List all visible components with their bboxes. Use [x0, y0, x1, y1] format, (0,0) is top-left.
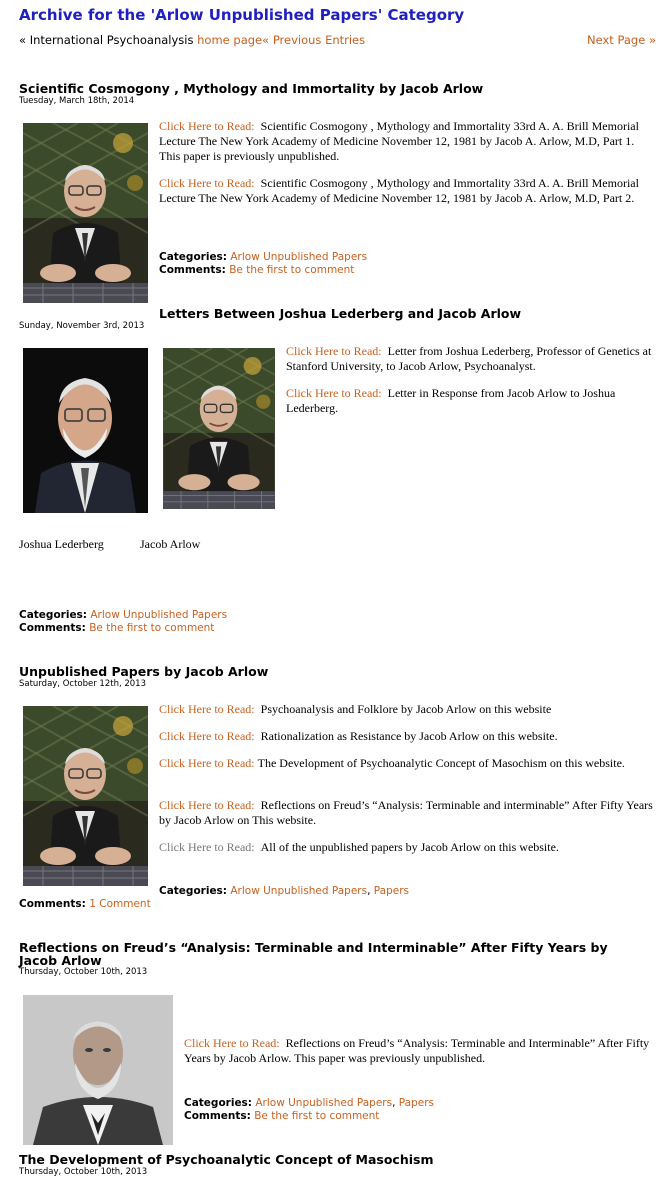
click-here-to-read-link[interactable]: Click Here to Read: — [159, 729, 255, 743]
comments-link[interactable]: Be the first to comment — [229, 264, 355, 276]
post-paragraph: Click Here to Read: Scientific Cosmogony , Mythology and Immortality 33rd A. A. Brill Memorial Lecture The New York Academy of Medicine November 12, 1981 by Jacob A. Arlow, M.D, Part 1. This paper is previously unpublished. — [159, 119, 639, 163]
category-link[interactable]: Papers — [373, 885, 409, 897]
click-here-to-read-link[interactable]: Click Here to Read: — [159, 702, 255, 716]
post-comments: Comments: Be the first to comment — [159, 264, 355, 276]
post-title[interactable]: Unpublished Papers by Jacob Arlow — [19, 664, 269, 679]
click-here-to-read-link[interactable]: Click Here to Read: — [159, 176, 255, 190]
post-date: Saturday, October 12th, 2013 — [19, 679, 146, 689]
breadcrumb — [19, 33, 365, 47]
photo-caption: Joshua Lederberg — [19, 537, 104, 551]
archive-title: Archive for the 'Arlow Unpublished Papers' Category — [19, 6, 465, 24]
photo-caption: Jacob Arlow — [140, 537, 201, 551]
post-paragraph: Click Here to Read: The Development of Psychoanalytic Concept of Masochism on this website. — [159, 756, 625, 770]
click-here-to-read-link[interactable]: Click Here to Read: — [286, 386, 382, 400]
post-comments: Comments: 1 Comment — [19, 898, 151, 910]
post-title[interactable]: Scientific Cosmogony , Mythology and Immortality by Jacob Arlow — [19, 81, 484, 96]
post-comments: Comments: Be the first to comment — [184, 1110, 380, 1122]
post-paragraph: Click Here to Read: Letter in Response from Jacob Arlow to Joshua Lederberg. — [286, 386, 616, 415]
category-link[interactable]: Arlow Unpublished Papers — [230, 885, 368, 897]
home-page-link[interactable]: home page — [197, 33, 263, 47]
post-categories: Categories: Arlow Unpublished Papers — [19, 609, 228, 621]
next-page-link[interactable]: Next Page » — [587, 33, 656, 47]
post-title[interactable]: Reflections on Freud’s “Analysis: Terminable and Interminable” After Fifty Years by Jacob Arlow — [19, 940, 608, 968]
click-here-to-read-link[interactable]: Click Here to Read: — [286, 344, 382, 358]
post-paragraph: Click Here to Read: Scientific Cosmogony , Mythology and Immortality 33rd A. A. Brill Memorial Lecture The New York Academy of Medicine November 12, 1981 by Jacob A. Arlow, M.D, Part 2. — [159, 176, 639, 205]
jacob-arlow-photo — [23, 123, 148, 303]
post-categories: Categories: Arlow Unpublished Papers, Papers — [159, 885, 409, 897]
post-comments: Comments: Be the first to comment — [19, 622, 215, 634]
post-date: Tuesday, March 18th, 2014 — [19, 96, 135, 106]
click-here-to-read-link[interactable]: Click Here to Read: — [159, 756, 255, 770]
post-paragraph: Click Here to Read: Reflections on Freud’s “Analysis: Terminable and Interminable” After Fifty Years by Jacob Arlow. This paper was previously unpublished. — [184, 1036, 650, 1065]
post-paragraph: Click Here to Read: Reflections on Freud’s “Analysis: Terminable and interminable” After Fifty Years by Jacob Arlow on This website. — [159, 798, 653, 827]
category-link[interactable]: Papers — [398, 1097, 434, 1109]
jacob-arlow-photo — [163, 348, 275, 509]
click-here-to-read-link[interactable]: Click Here to Read: — [159, 840, 255, 854]
comments-link[interactable]: Be the first to comment — [89, 622, 215, 634]
category-link[interactable]: Arlow Unpublished Papers — [255, 1097, 393, 1109]
breadcrumb-prefix: « International Psychoanalysis — [19, 33, 194, 47]
category-link[interactable]: Arlow Unpublished Papers — [90, 609, 228, 621]
post-title[interactable]: The Development of Psychoanalytic Concept of Masochism — [19, 1152, 434, 1167]
click-here-to-read-link[interactable]: Click Here to Read: — [159, 798, 255, 812]
sigmund-freud-photo — [23, 995, 173, 1145]
click-here-to-read-link[interactable]: Click Here to Read: — [159, 119, 255, 133]
post-paragraph: Click Here to Read: All of the unpublished papers by Jacob Arlow on this website. — [159, 840, 559, 854]
post-date: Thursday, October 10th, 2013 — [19, 1167, 148, 1177]
joshua-lederberg-photo — [23, 348, 148, 513]
post-date: Sunday, November 3rd, 2013 — [19, 321, 145, 331]
previous-entries-link[interactable]: « Previous Entries — [262, 33, 366, 47]
post-title[interactable]: Letters Between Joshua Lederberg and Jacob Arlow — [159, 306, 522, 321]
post-paragraph: Click Here to Read: Letter from Joshua Lederberg, Professor of Genetics at Stanford University, to Jacob Arlow, Psychoanalyst. — [286, 344, 652, 373]
comments-link[interactable]: 1 Comment — [89, 898, 151, 910]
jacob-arlow-photo — [23, 706, 148, 886]
click-here-to-read-link[interactable]: Click Here to Read: — [184, 1036, 280, 1050]
post-categories: Categories: Arlow Unpublished Papers, Papers — [184, 1097, 434, 1109]
post-categories: Categories: Arlow Unpublished Papers — [159, 251, 368, 263]
post-date: Thursday, October 10th, 2013 — [19, 967, 148, 977]
category-link[interactable]: Arlow Unpublished Papers — [230, 251, 368, 263]
post-paragraph: Click Here to Read: Psychoanalysis and Folklore by Jacob Arlow on this website — [159, 702, 552, 716]
comments-link[interactable]: Be the first to comment — [254, 1110, 380, 1122]
post-paragraph: Click Here to Read: Rationalization as Resistance by Jacob Arlow on this website. — [159, 729, 558, 743]
